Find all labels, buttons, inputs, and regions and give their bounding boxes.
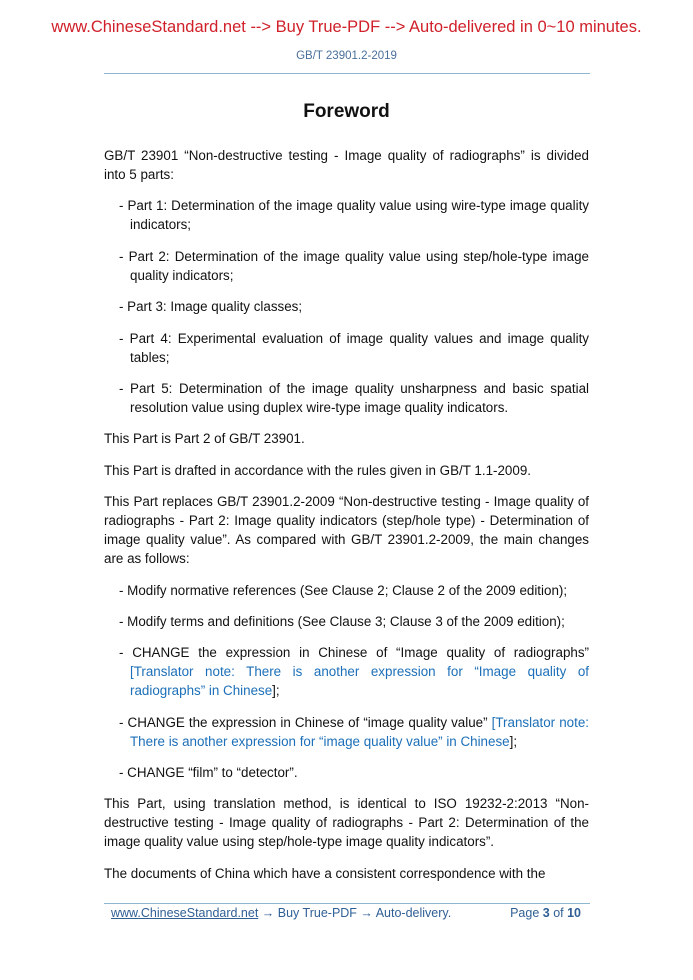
drafted-paragraph: This Part is drafted in accordance with the rules given in GB/T 1.1-2009. [104, 462, 531, 478]
footer-text [111, 906, 451, 920]
part-list-item: - Part 4: Experimental evaluation of image quality values and image quality tables; [119, 330, 589, 365]
change-list-item: - CHANGE “film” to “detector”. [119, 765, 298, 781]
footer-rest: → Buy True-PDF → Auto-delivery. [258, 906, 452, 920]
document-body [104, 146, 589, 895]
change-end: ]; [509, 733, 518, 749]
documents-paragraph: The documents of China which have a consistent correspondence with the [104, 865, 546, 881]
part-list-item: - Part 5: Determination of the image quality unsharpness and basic spatial resolution value using duplex wire-type image quality indicators. [119, 380, 589, 415]
change-end: ]; [272, 683, 280, 699]
translator-note: [Translator note: There is another expression for “image quality value” in Chinese [130, 714, 589, 749]
part-list-item: - Part 3: Image quality classes; [119, 299, 303, 315]
change-list-item [119, 713, 589, 751]
change-list-item [119, 643, 589, 700]
page-indicator [510, 906, 581, 920]
page-title: Foreword [303, 101, 390, 122]
promo-banner: www.ChineseStandard.net --> Buy True-PDF --> Auto-delivered in 0~10 minutes. [51, 18, 642, 36]
change-text: - CHANGE the expression in Chinese of “Image quality of radiographs” [119, 645, 589, 661]
page-footer [111, 906, 581, 920]
page-total: 10 [567, 906, 581, 920]
change-list-item: - Modify terms and definitions (See Clause 3; Clause 3 of the 2009 edition); [119, 613, 565, 629]
intro-paragraph: GB/T 23901 “Non-destructive testing - Image quality of radiographs” is divided into 5 parts: [104, 148, 589, 182]
part-paragraph: This Part is Part 2 of GB/T 23901. [104, 431, 305, 447]
identical-paragraph: This Part, using translation method, is identical to ISO 19232-2:2013 “Non-destructive testing - Image quality of radiographs - Part 2: Determination of the image quality value using step/hole-type image quality indicators”. [104, 796, 589, 850]
of-label: of [549, 906, 568, 920]
translator-note: [Translator note: There is another expression for “Image quality of radiographs” in Chinese [130, 664, 589, 699]
footer-divider [104, 903, 590, 904]
page-number: 3 [542, 906, 550, 920]
part-list-item: - Part 1: Determination of the image quality value using wire-type image quality indicators; [119, 198, 589, 233]
part-list-item: - Part 2: Determination of the image quality value using step/hole-type image quality indicators; [119, 248, 589, 283]
page-label: Page [510, 906, 543, 920]
change-list-item: - Modify normative references (See Clause 2; Clause 2 of the 2009 edition); [119, 582, 568, 598]
change-text: - CHANGE the expression in Chinese of “image quality value” [119, 714, 492, 730]
footer-link[interactable]: www.ChineseStandard.net [111, 906, 259, 920]
document-header: GB/T 23901.2-2019 [296, 50, 397, 62]
header-divider [104, 73, 590, 74]
replaces-paragraph: This Part replaces GB/T 23901.2-2009 “Non-destructive testing - Image quality of radiographs - Part 2: Image quality indicators (step/hole type) - Determination of image quality value”. As compared with GB/T 23901.2-2009, the main changes are as follows: [104, 494, 589, 567]
